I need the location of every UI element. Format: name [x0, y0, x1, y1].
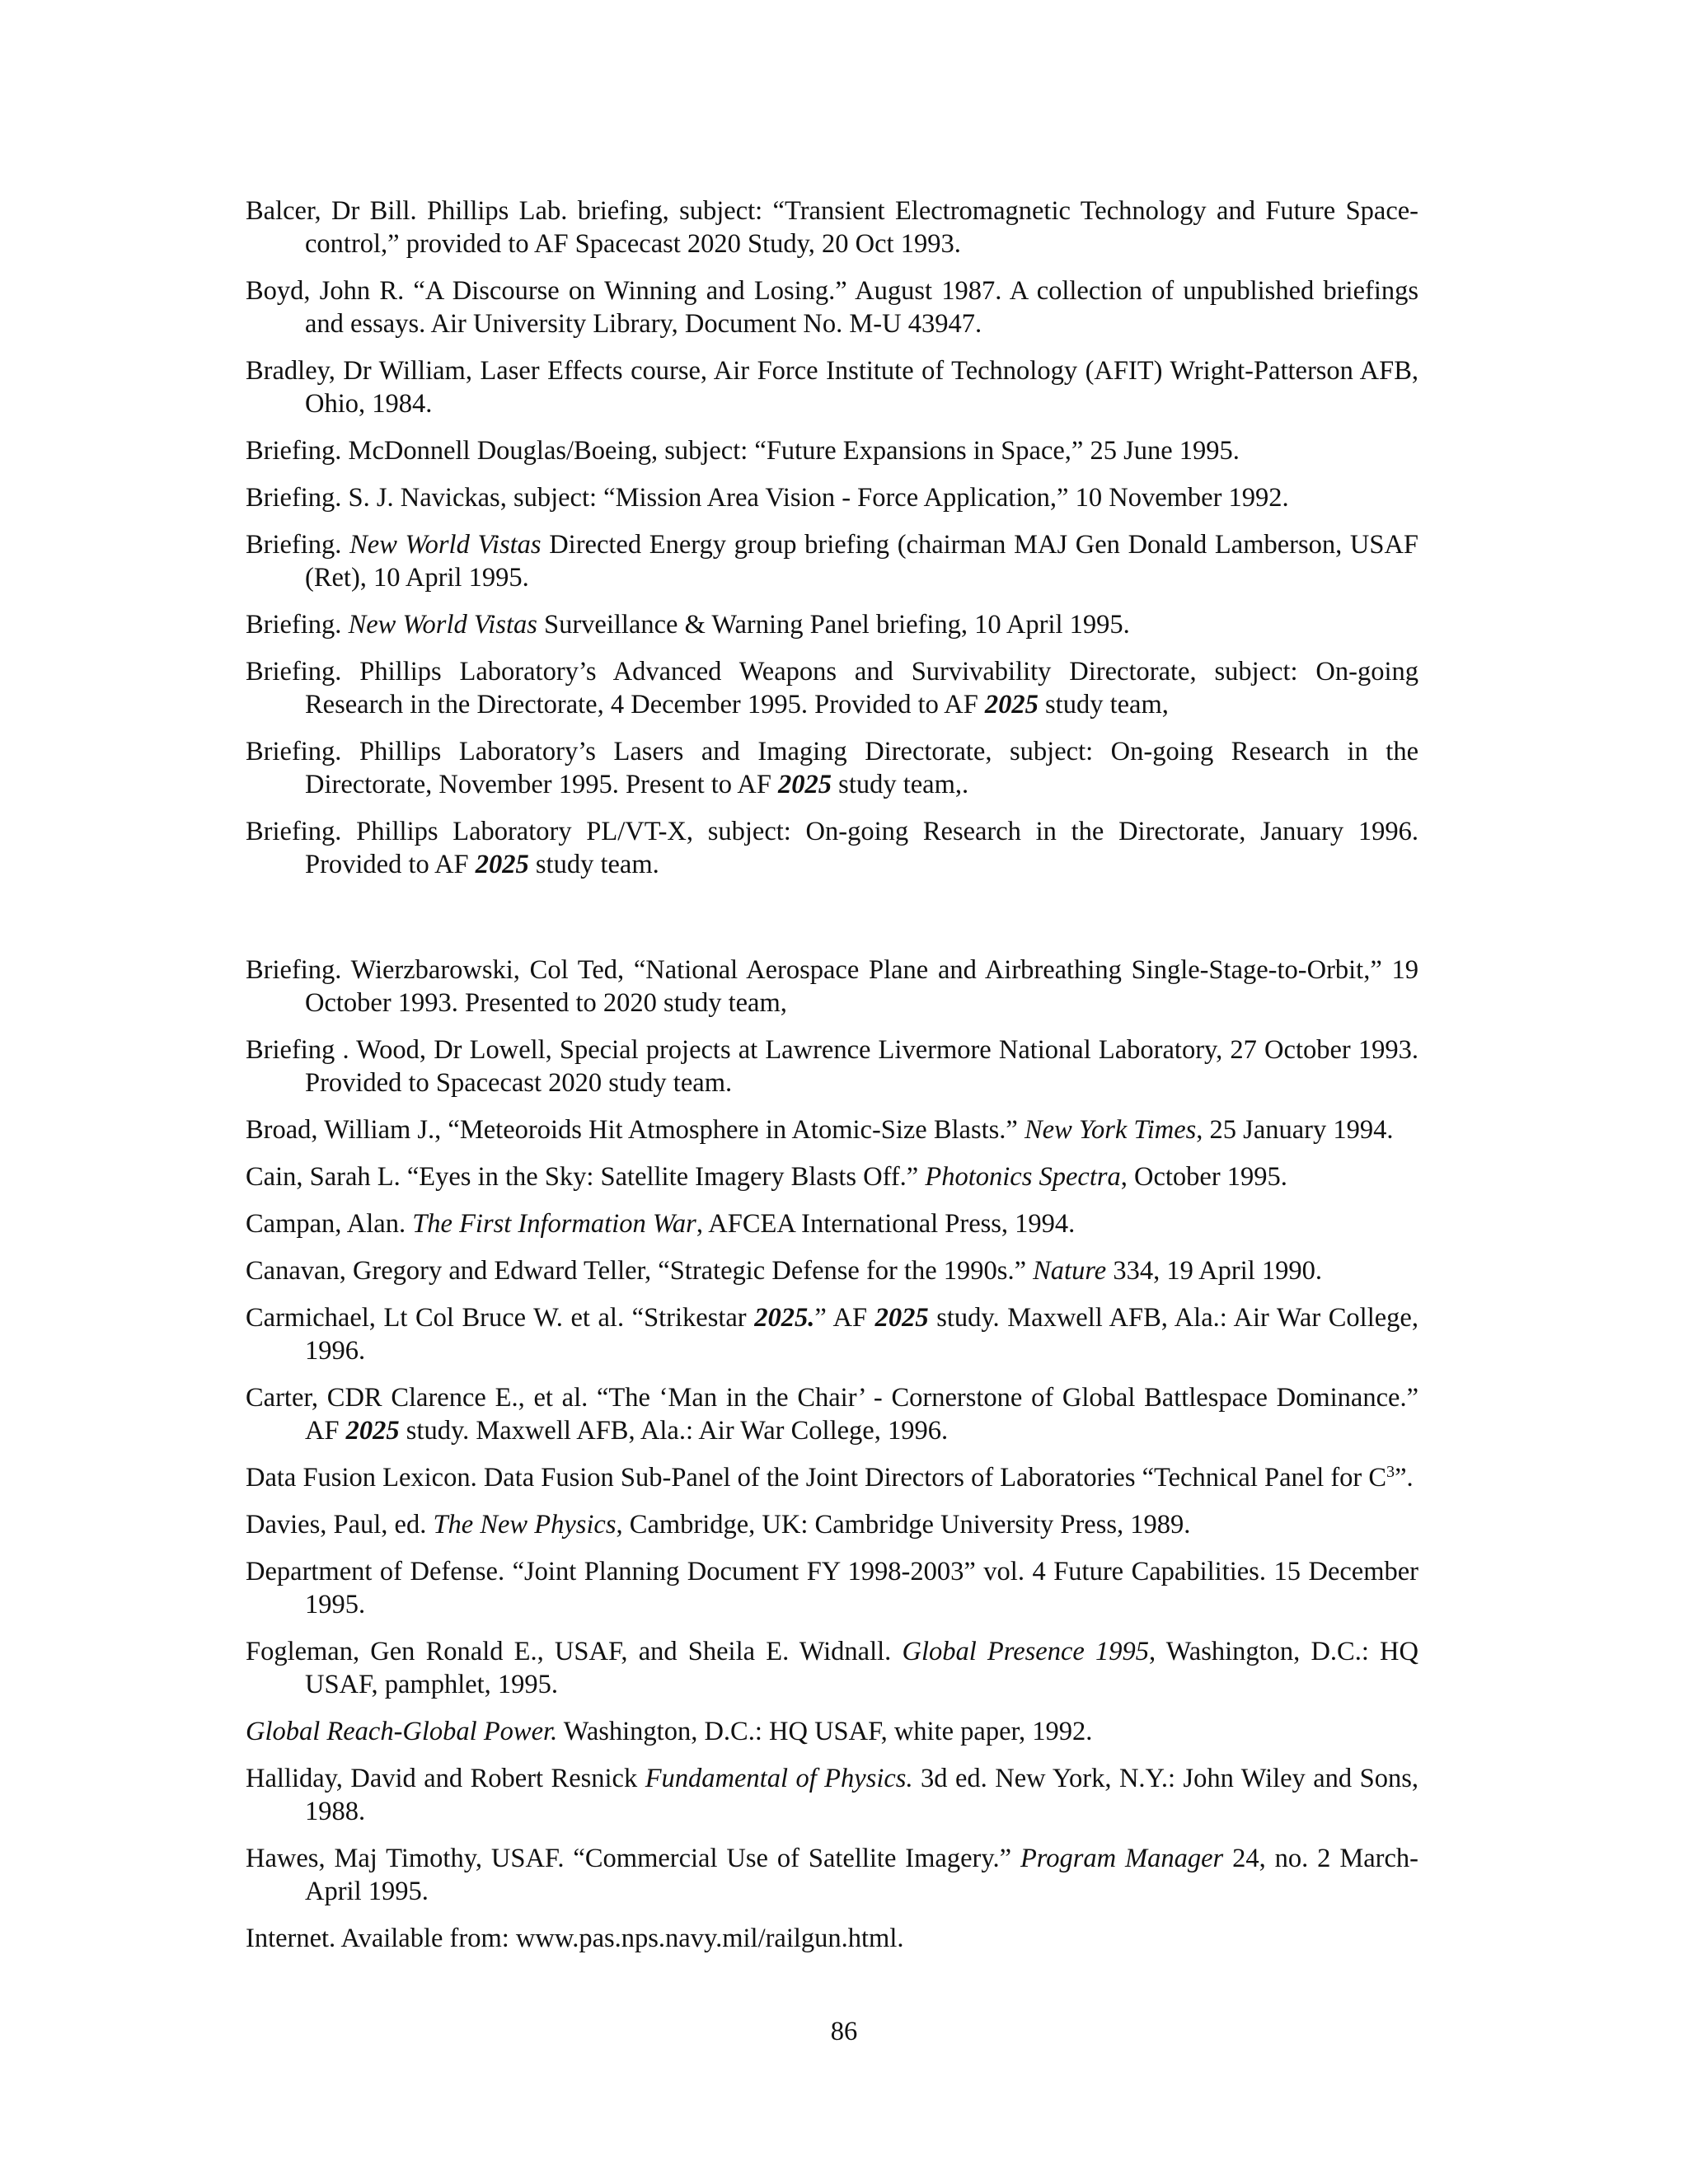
reference-text: Boyd, John R. “A Discourse on Winning and Losing.” August 1987. A collection of unpublished briefings and essays. Air University Library, Document No. M-U 43947. — [246, 276, 1418, 339]
reference-text: Carmichael, Lt Col Bruce W. et al. “Strikestar — [246, 1303, 755, 1333]
reference-entry — [246, 1033, 1418, 1099]
reference-text: Briefing. Phillips Laboratory’s Lasers and Imaging Directorate, subject: On-going Research in the Directorate, November 1995. Present to AF — [246, 737, 1418, 799]
italic-text: New World Vistas — [349, 530, 542, 560]
reference-text: Briefing. Phillips Laboratory PL/VT-X, subject: On-going Research in the Directorate, January 1996. Provided to AF — [246, 817, 1418, 879]
reference-text: Department of Defense. “Joint Planning Document FY 1998-2003” vol. 4 Future Capabilities. 15 December 1995. — [246, 1557, 1418, 1619]
reference-text: Washington, D.C.: HQ USAF, white paper, 1992. — [557, 1717, 1093, 1746]
bold-italic-text: 2025 — [778, 770, 832, 799]
reference-text: , October 1995. — [1120, 1162, 1287, 1192]
reference-text: study. Maxwell AFB, Ala.: Air War College, 1996. — [399, 1416, 949, 1446]
reference-text: Canavan, Gregory and Edward Teller, “Strategic Defense for the 1990s.” — [246, 1256, 1034, 1286]
reference-text: Briefing. McDonnell Douglas/Boeing, subject: “Future Expansions in Space,” 25 June 1995. — [246, 436, 1240, 466]
italic-text: Global Reach-Global Power. — [246, 1717, 558, 1746]
reference-entry — [246, 1461, 1418, 1494]
reference-text: ”. — [1395, 1463, 1414, 1493]
reference-entry — [246, 1508, 1418, 1541]
reference-entry — [246, 1762, 1418, 1828]
reference-text: Briefing . Wood, Dr Lowell, Special projects at Lawrence Livermore National Laboratory, 27 October 1993. Provided to Spacecast 2020 study team. — [246, 1035, 1418, 1098]
reference-text: Surveillance & Warning Panel briefing, 10 April 1995. — [537, 610, 1130, 640]
reference-entry — [246, 528, 1418, 594]
reference-entry — [246, 1715, 1418, 1748]
bold-italic-text: 2025. — [754, 1303, 815, 1333]
reference-entry — [246, 954, 1418, 1019]
reference-entry — [246, 1113, 1418, 1146]
italic-text: Program Manager — [1020, 1844, 1224, 1873]
reference-text: , Cambridge, UK: Cambridge University Press, 1989. — [616, 1510, 1191, 1540]
reference-text: ” AF — [814, 1303, 875, 1333]
bibliography — [246, 194, 1418, 1969]
reference-text: Briefing. S. J. Navickas, subject: “Mission Area Vision - Force Application,” 10 November 1992. — [246, 483, 1289, 513]
reference-text: Bradley, Dr William, Laser Effects course, Air Force Institute of Technology (AFIT) Wright-Patterson AFB, Ohio, 1984. — [246, 356, 1418, 419]
italic-text: Photonics Spectra — [925, 1162, 1121, 1192]
italic-text: The New Physics — [433, 1510, 617, 1540]
reference-entry — [246, 1555, 1418, 1621]
reference-text: 24, no. 2 March-April 1995. — [305, 1844, 1418, 1906]
reference-entry — [246, 481, 1418, 514]
reference-text: Data Fusion Lexicon. Data Fusion Sub-Panel of the Joint Directors of Laboratories “Technical Panel for C — [246, 1463, 1387, 1493]
reference-text: Campan, Alan. — [246, 1209, 413, 1239]
reference-text: Briefing. Wierzbarowski, Col Ted, “National Aerospace Plane and Airbreathing Single-Stage-to-Orbit,” 19 October 1993. Presented to 2020 study team, — [246, 955, 1418, 1018]
italic-text: Global Presence 1995 — [902, 1637, 1149, 1666]
reference-entry — [246, 194, 1418, 260]
reference-text: Briefing. — [246, 530, 350, 560]
reference-text: Halliday, David and Robert Resnick — [246, 1764, 645, 1793]
reference-text: , AFCEA International Press, 1994. — [696, 1209, 1076, 1239]
reference-text: Fogleman, Gen Ronald E., USAF, and Sheila E. Widnall. — [246, 1637, 903, 1666]
reference-text: Directed Energy group briefing (chairman MAJ Gen Donald Lamberson, USAF (Ret), 10 April 1995. — [305, 530, 1419, 593]
reference-text: Cain, Sarah L. “Eyes in the Sky: Satellite Imagery Blasts Off.” — [246, 1162, 926, 1192]
page-number: 86 — [830, 2017, 858, 2046]
reference-entry — [246, 434, 1418, 467]
reference-text: study team. — [528, 850, 659, 879]
italic-text: New York Times — [1024, 1115, 1197, 1145]
reference-entry — [246, 608, 1418, 641]
reference-entry — [246, 1160, 1418, 1193]
reference-text: , 25 January 1994. — [1196, 1115, 1394, 1145]
reference-text: study team,. — [832, 770, 969, 799]
reference-entry — [246, 735, 1418, 801]
reference-entry — [246, 1922, 1418, 1955]
reference-text: Hawes, Maj Timothy, USAF. “Commercial Use of Satellite Imagery.” — [246, 1844, 1020, 1873]
reference-text: Balcer, Dr Bill. Phillips Lab. briefing, subject: “Transient Electromagnetic Technology and Future Space-control,” provided to AF Spacecast 2020 Study, 20 Oct 1993. — [246, 196, 1418, 259]
reference-entry — [246, 815, 1418, 881]
reference-text: Davies, Paul, ed. — [246, 1510, 434, 1540]
bold-italic-text: 2025 — [874, 1303, 929, 1333]
reference-entry — [246, 354, 1418, 420]
reference-text: Internet. Available from: www.pas.nps.navy.mil/railgun.html. — [246, 1924, 904, 1953]
bold-italic-text: 2025 — [475, 850, 529, 879]
reference-text: Briefing. Phillips Laboratory’s Advanced Weapons and Survivability Directorate, subject: On-going Research in the Directorate, 4 December 1995. Provided to AF — [246, 657, 1418, 719]
reference-text: study. Maxwell AFB, Ala.: Air War College, 1996. — [305, 1303, 1418, 1366]
italic-text: The First Information War — [412, 1209, 696, 1239]
reference-entry — [246, 1381, 1418, 1447]
italic-text: New World Vistas — [348, 610, 537, 640]
reference-text: Carter, CDR Clarence E., et al. “The ‘Man in the Chair’ - Cornerstone of Global Battlespace Dominance.” AF — [246, 1383, 1418, 1446]
bold-italic-text: 2025 — [984, 690, 1039, 719]
reference-entry — [246, 655, 1418, 721]
reference-text: 334, 19 April 1990. — [1106, 1256, 1323, 1286]
italic-text: Nature — [1033, 1256, 1107, 1286]
italic-text: Fundamental of Physics. — [645, 1764, 913, 1793]
bold-italic-text: 2025 — [345, 1416, 400, 1446]
reference-entry — [246, 1301, 1418, 1367]
reference-entry — [246, 1635, 1418, 1701]
reference-text: 3d ed. New York, N.Y.: John Wiley and Sons, 1988. — [305, 1764, 1418, 1826]
superscript-text: 3 — [1386, 1462, 1395, 1481]
reference-entry — [246, 1254, 1418, 1287]
reference-text: Broad, William J., “Meteoroids Hit Atmosphere in Atomic-Size Blasts.” — [246, 1115, 1025, 1145]
reference-text: Briefing. — [246, 610, 349, 640]
reference-entry — [246, 274, 1418, 340]
reference-text: study team, — [1038, 690, 1169, 719]
reference-entry — [246, 1842, 1418, 1908]
reference-text: , Washington, D.C.: HQ USAF, pamphlet, 1995. — [305, 1637, 1418, 1699]
reference-entry — [246, 1207, 1418, 1240]
